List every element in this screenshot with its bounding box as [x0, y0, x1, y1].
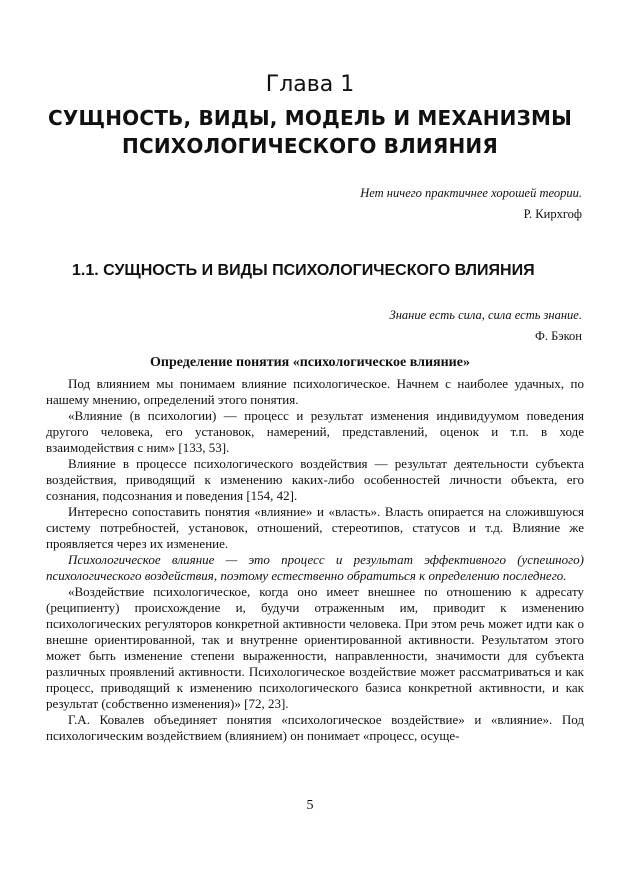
paragraph: «Влияние (в психологии) — процесс и результат изменения индивидуумом поведения другого человека, его установок, намерений, представлений, оценок и т.п. в ходе взаимодействия с ним» [133, 53]. — [46, 408, 584, 455]
chapter-title — [40, 104, 580, 160]
epigraph-quote: Нет ничего практичнее хорошей теории. — [360, 186, 582, 200]
epigraph-bacon — [390, 305, 582, 347]
paragraph: Под влиянием мы понимаем влияние психологическое. Начнем с наиболее удачных, по нашему мнению, определений этого понятия. — [46, 376, 584, 407]
paragraph-italic: Психологическое влияние — это процесс и результат эффективного (успешного) психологического воздействия, поэтому естественно обратиться к определению последнего. — [46, 552, 584, 583]
paragraph: «Воздействие психологическое, когда оно имеет внешнее по отношению к адресату (реципиенту) происхождение и, будучи отраженным им, приводит к изменению психологических регуляторов конкретной активности человека. При этом речь может идти как о внешне ориентированной, так и внутренне ориентированной активности. Результатом этого может быть изменение степени выраженности, направленности, значимости для субъекта различных проявлений активности. Психологическое воздействие может рассматриваться и как процесс, приводящий к изменению психологического базиса конкретной активности, и как результат (собственно изменения)» [72, 23]. — [46, 584, 584, 711]
chapter-title-line-1: СУЩНОСТЬ, ВИДЫ, МОДЕЛЬ И МЕХАНИЗМЫ — [47, 106, 573, 130]
epigraph-kirchhoff — [360, 183, 582, 225]
paragraph: Влияние в процессе психологического воздействия — результат деятельности субъекта воздействия, приводящий к изменению каких-либо особенностей личности объекта, его сознания, подсознания и поведения [154, 42]. — [46, 456, 584, 503]
chapter-title-line-2: ПСИХОЛОГИЧЕСКОГО ВЛИЯНИЯ — [122, 134, 498, 158]
page-number: 5 — [306, 798, 314, 813]
section-heading: 1.1. СУЩНОСТЬ И ВИДЫ ПСИХОЛОГИЧЕСКОГО ВЛИЯНИЯ — [72, 262, 535, 279]
body-text — [46, 376, 584, 744]
chapter-label: Глава 1 — [265, 72, 355, 97]
paragraph: Г.А. Ковалев объединяет понятия «психологическое воздействие» и «влияние». Под психологическим воздействием (влиянием) он понимает «процесс, осуще- — [46, 712, 584, 743]
paragraph: Интересно сопоставить понятия «влияние» и «власть». Власть опирается на сложившуюся систему потребностей, установок, отношений, стереотипов, статусов и т.д. Влияние же проявляется через их изменение. — [46, 504, 584, 551]
epigraph-author: Ф. Бэкон — [534, 329, 582, 343]
epigraph-quote: Знание есть сила, сила есть знание. — [389, 308, 582, 322]
epigraph-author: Р. Кирхгоф — [523, 207, 582, 221]
subsection-heading: Определение понятия «психологическое влияние» — [150, 355, 470, 370]
